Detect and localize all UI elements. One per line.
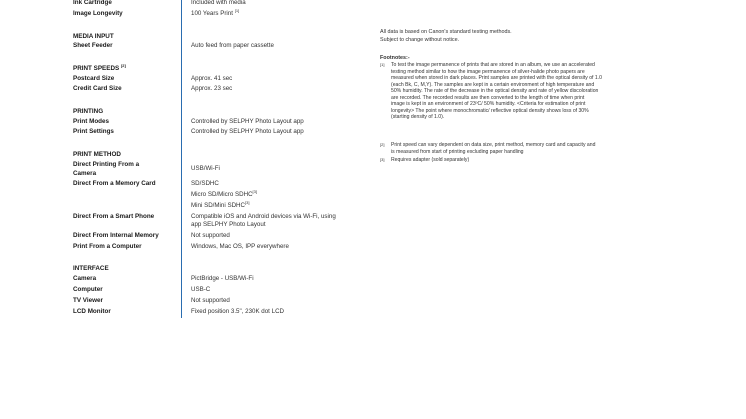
smart-phone-value-line1: Compatible iOS and Android devices via Wi-Fi, using	[191, 213, 336, 220]
lcd-monitor-label: LCD Monitor	[73, 308, 111, 315]
media-input-heading: MEDIA INPUT	[73, 33, 114, 40]
print-settings-label: Print Settings	[73, 128, 114, 135]
internal-memory-value: Not supported	[191, 232, 230, 239]
data-note-line2: Subject to change without notice.	[380, 37, 460, 43]
data-note-line1: All data is based on Canon's standard testing methods.	[380, 29, 512, 35]
direct-camera-label-line1: Direct Printing From a	[73, 161, 140, 168]
ink-cartridge-value: Included with media	[191, 0, 246, 6]
print-speeds-heading: PRINT SPEEDS [2]	[73, 62, 126, 72]
internal-memory-label: Direct From Internal Memory	[73, 232, 159, 239]
lcd-monitor-value: Fixed position 3.5", 230K dot LCD	[191, 308, 284, 315]
footnote-1: [1] To test the image permanence of prints that are stored in an album, we use an accelerated testing method similar to how the image permanence of silver-halide photo papers are measured when stored in dark places. Print samples are printed with the optical density of 1.0 (each Bk, C, M,Y). The samples are kept in a certain environment of high temperature and 50% humidity. The rate of the decrease in the optical density and rate of yellow discoloration are recorded. The recorded results are then converted to the length of time when print image is kept in an environment of 23ºC/ 50% humidity. <Criteria for estimation of print longevity> The point where monochromatic/ reflective optical density shows loss of 30% (starting density of 1.0).	[380, 62, 602, 120]
printing-heading: PRINTING	[73, 108, 104, 115]
footnote-3: [3] Requires adapter (sold separately)	[380, 157, 470, 163]
postcard-size-value: Approx. 41 sec	[191, 75, 233, 82]
sheet-feeder-label: Sheet Feeder	[73, 42, 113, 49]
column-divider	[181, 0, 182, 318]
interface-computer-label: Computer	[73, 286, 103, 293]
direct-camera-value: USB/Wi-Fi	[191, 165, 220, 172]
memory-card-value-2: Micro SD/Micro SDHC[3]	[191, 188, 257, 198]
tv-viewer-label: TV Viewer	[73, 297, 103, 304]
print-modes-label: Print Modes	[73, 118, 110, 125]
print-from-computer-label: Print From a Computer	[73, 243, 142, 250]
postcard-size-label: Postcard Size	[73, 75, 115, 82]
sheet-feeder-value: Auto feed from paper cassette	[191, 42, 274, 49]
memory-card-label: Direct From a Memory Card	[73, 180, 156, 187]
print-method-heading: PRINT METHOD	[73, 151, 121, 158]
interface-camera-label: Camera	[73, 275, 97, 282]
interface-computer-value: USB-C	[191, 286, 211, 293]
image-longevity-value: 100 Years Print [1]	[191, 7, 240, 17]
tv-viewer-value: Not supported	[191, 297, 230, 304]
interface-heading: INTERFACE	[73, 265, 109, 272]
smart-phone-label: Direct From a Smart Phone	[73, 213, 155, 220]
footnote-ref-1: [1]	[234, 7, 240, 13]
direct-camera-label-line2: Camera	[73, 170, 97, 177]
memory-card-value-1: SD/SDHC	[191, 180, 219, 187]
interface-camera-value: PictBridge - USB/Wi-Fi	[191, 275, 254, 282]
print-settings-value: Controlled by SELPHY Photo Layout app	[191, 128, 304, 135]
print-modes-value: Controlled by SELPHY Photo Layout app	[191, 118, 304, 125]
image-longevity-label: Image Longevity	[73, 10, 123, 17]
memory-card-value-3: Mini SD/Mini SDHC[3]	[191, 199, 250, 209]
footnote-3-marker: [3]	[380, 157, 385, 162]
smart-phone-value-line2: app SELPHY Photo Layout	[191, 221, 266, 228]
footnote-1-marker: [1]	[380, 62, 385, 67]
ink-cartridge-label: Ink Cartridge	[73, 0, 112, 6]
print-from-computer-value: Windows, Mac OS, IPP everywhere	[191, 243, 289, 250]
footnotes-title: Footnotes:-	[380, 55, 410, 61]
credit-card-size-value: Approx. 23 sec	[191, 85, 233, 92]
footnote-2-marker: [2]	[380, 142, 385, 147]
credit-card-size-label: Credit Card Size	[73, 85, 122, 92]
footnote-2: [2] Print speed can vary dependent on data size, print method, memory card and capacity and is measured from start of printing excluding paper handling	[380, 142, 596, 155]
